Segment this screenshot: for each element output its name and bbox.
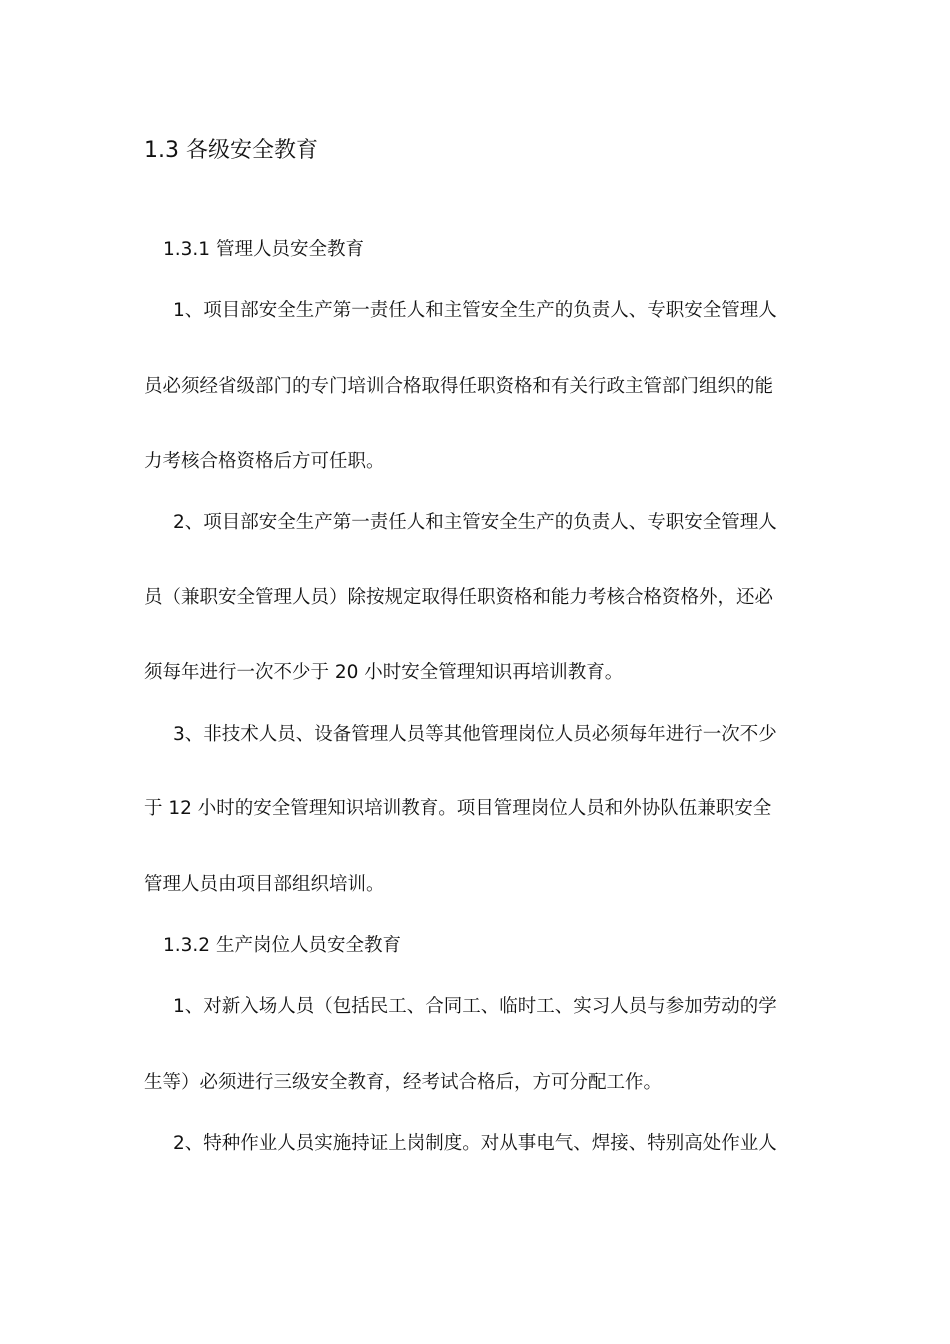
- paragraph-line: 员必须经省级部门的专门培训合格取得任职资格和有关行政主管部门组织的能: [144, 376, 774, 397]
- paragraph-line: 1、项目部安全生产第一责任人和主管安全生产的负责人、专职安全管理人: [173, 300, 777, 321]
- paragraph-line: 生等）必须进行三级安全教育，经考试合格后，方可分配工作。: [144, 1072, 663, 1093]
- subsection-heading: 1.3.2 生产岗位人员安全教育: [163, 935, 401, 956]
- paragraph-line: 于 12 小时的安全管理知识培训教育。项目管理岗位人员和外协队伍兼职安全: [144, 798, 772, 819]
- paragraph-line: 1、对新入场人员（包括民工、合同工、临时工、实习人员与参加劳动的学: [173, 996, 777, 1017]
- paragraph-line: 力考核合格资格后方可任职。: [144, 451, 385, 472]
- paragraph-line: 2、项目部安全生产第一责任人和主管安全生产的负责人、专职安全管理人: [173, 512, 777, 533]
- subsection-heading: 1.3.1 管理人员安全教育: [163, 239, 364, 260]
- paragraph-line: 员（兼职安全管理人员）除按规定取得任职资格和能力考核合格资格外，还必: [144, 587, 774, 608]
- section-heading: 1.3 各级安全教育: [144, 138, 318, 163]
- paragraph-line: 须每年进行一次不少于 20 小时安全管理知识再培训教育。: [144, 662, 624, 683]
- paragraph-line: 2、特种作业人员实施持证上岗制度。对从事电气、焊接、特别高处作业人: [173, 1133, 777, 1154]
- paragraph-line: 3、非技术人员、设备管理人员等其他管理岗位人员必须每年进行一次不少: [173, 724, 777, 745]
- paragraph-line: 管理人员由项目部组织培训。: [144, 874, 385, 895]
